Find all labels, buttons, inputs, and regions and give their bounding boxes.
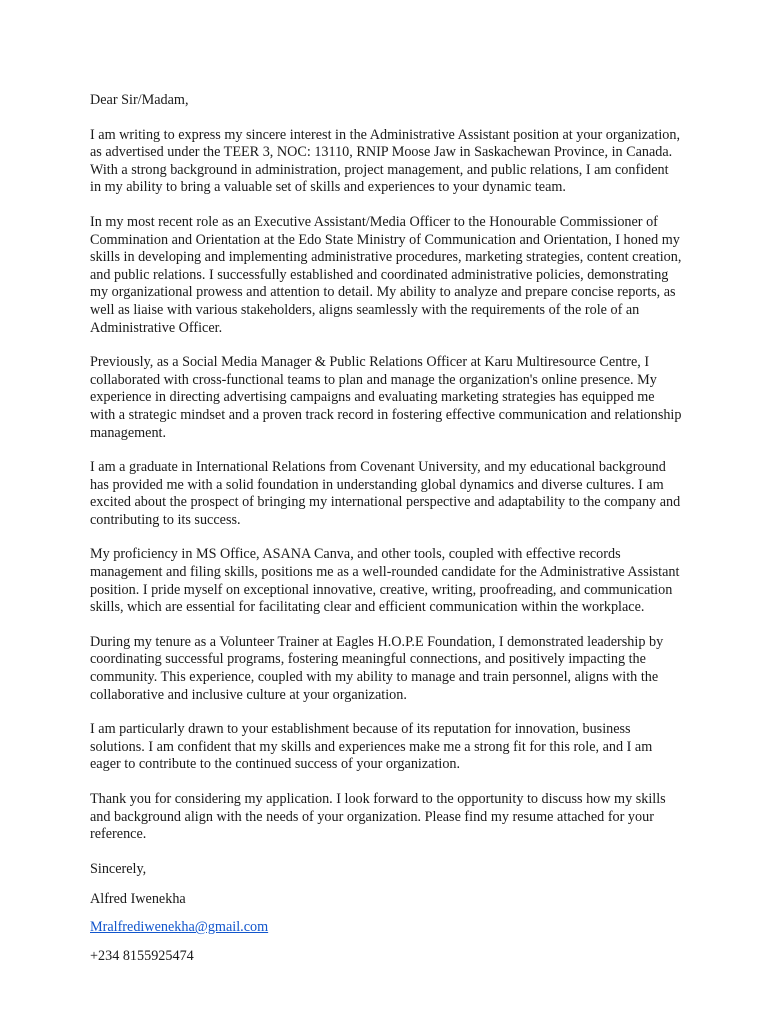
paragraph-skills: My proficiency in MS Office, ASANA Canva, and other tools, coupled with effective records management and filing skills, positions me as a well-rounded candidate for the Administrative Assistant position. I pride myself on exceptional innovative, creative, writing, proofreading, and communication skills, which are essential for facilitating clear and efficient communication within the workplace. — [90, 546, 680, 616]
signature-name: Alfred Iwenekha — [90, 891, 186, 908]
paragraph-interest: I am writing to express my sincere interest in the Administrative Assistant position at your organization, as advertised under the TEER 3, NOC: 13110, RNIP Moose Jaw in Saskachewan Province, in Canada. With a strong background in administration, project management, and public relations, I am confident in my ability to bring a valuable set of skills and experiences to your dynamic team. — [90, 126, 680, 196]
email-link[interactable]: Mralfrediwenekha@gmail.com — [90, 918, 269, 935]
paragraph-motivation: I am particularly drawn to your establishment because of its reputation for innovation, business solutions. I am confident that my skills and experiences make me a strong fit for this role, and I am eager to contribute to the continued success of your organization. — [90, 721, 653, 773]
paragraph-education: I am a graduate in International Relations from Covenant University, and my educational background has provided me with a solid foundation in understanding global dynamics and diverse cultures. I am excited about the prospect of bringing my international perspective and adaptability to the company and contributing to its success. — [90, 459, 681, 528]
paragraph-volunteer: During my tenure as a Volunteer Trainer at Eagles H.O.P.E Foundation, I demonstrated leadership by coordinating successful programs, fostering meaningful connections, and positively impacting the community. This experience, coupled with my ability to manage and train personnel, aligns with the collaborative and inclusive culture at your organization. — [90, 633, 664, 703]
closing: Sincerely, — [90, 860, 147, 877]
paragraph-recent-role: In my most recent role as an Executive Assistant/Media Officer to the Honourable Commissioner of Commination and Orientation at the Edo State Ministry of Communication and Orientation, I honed my skills in developing and implementing administrative procedures, marketing strategies, content creation, and public relations. I successfully established and coordinated administrative policies, demonstrating my organizational prowess and attention to detail. My ability to analyze and prepare concise reports, as well as liaise with various stakeholders, aligns seamlessly with the requirements of the role of an Administrative Officer. — [90, 213, 682, 336]
cover-letter — [90, 92, 682, 965]
salutation: Dear Sir/Madam, — [90, 92, 189, 108]
signature-email-line — [90, 919, 682, 937]
paragraph-thanks: Thank you for considering my application. I look forward to the opportunity to discuss how my skills and background align with the needs of your organization. Please find my resume attached for your reference. — [90, 791, 666, 843]
paragraph-previous-role: Previously, as a Social Media Manager & Public Relations Officer at Karu Multiresource Centre, I collaborated with cross-functional teams to plan and manage the organization's online presence. My experience in directing advertising campaigns and evaluating marketing strategies has equipped me with a strategic mindset and a proven track record in fostering effective communication and relationship management. — [90, 354, 682, 441]
signature-phone: +234 8155925474 — [90, 947, 194, 964]
